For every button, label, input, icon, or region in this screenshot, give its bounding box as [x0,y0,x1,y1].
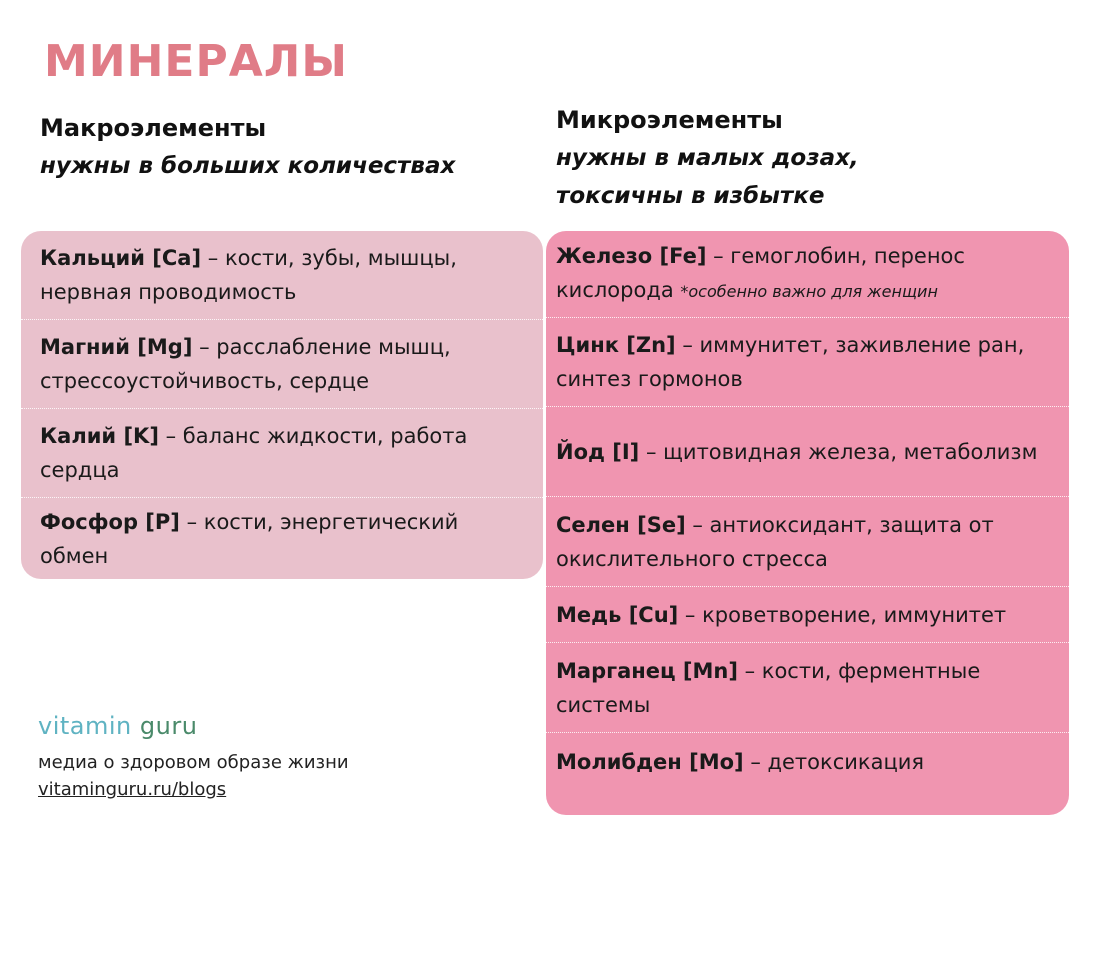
page-title: МИНЕРАЛЫ [44,36,348,87]
brand-tagline: медиа о здоровом образе жизни [38,752,349,773]
micro-item-copper [546,587,1069,643]
micro-item-name: Йод [I] [556,439,640,464]
macro-item-name: Кальций [Ca] [40,246,202,270]
micro-item-zinc [546,318,1069,407]
macro-item-calcium [21,231,543,320]
micro-item-desc: – щитовидная железа, метаболизм [639,439,1038,464]
micro-item-iodine [546,407,1069,497]
micro-item-note: *особенно важно для женщин [680,282,938,301]
micro-item-name: Молибден [Mo] [556,750,744,774]
micro-item-iron [546,231,1069,318]
micro-item-selenium [546,497,1069,587]
micro-heading-block [556,101,859,215]
macro-card [21,231,543,579]
macro-item-desc: – кости, зубы, мышцы, нервная проводимость [40,246,457,304]
micro-item-name: Селен [Se] [556,512,686,537]
micro-card [546,231,1069,815]
micro-item-desc: – антиоксидант, защита от окислительного стресса [556,512,994,571]
micro-item-desc: – детоксикация [743,750,925,774]
micro-item-name: Железо [Fe] [556,244,707,268]
micro-subheading-line1: нужны в малых дозах, [556,145,859,171]
micro-item-desc: – гемоглобин, перенос кислорода [556,244,965,302]
micro-item-desc: – иммунитет, заживление ран, синтез гормонов [556,333,1025,391]
macro-item-name: Магний [Mg] [40,335,193,359]
macro-item-desc: – кости, энергетический обмен [40,509,459,568]
micro-item-name: Цинк [Zn] [556,333,676,357]
macro-item-phosphorus [21,498,543,579]
site-link[interactable]: vitaminguru.ru/blogs [38,779,227,800]
macro-subheading: нужны в больших количествах [40,153,456,179]
micro-item-molybdenum [546,733,1069,791]
micro-item-name: Медь [Cu] [556,602,679,627]
micro-item-name: Марганец [Mn] [556,658,738,683]
brand-logo-part1: vitamin [38,712,132,740]
micro-item-desc: – кости, ферментные системы [556,658,981,717]
macro-heading: Макроэлементы [40,114,267,142]
macro-heading-block [40,109,455,185]
macro-item-magnesium [21,320,543,409]
macro-item-desc: – баланс жидкости, работа сердца [40,424,468,482]
micro-item-manganese [546,643,1069,733]
macro-item-name: Фосфор [P] [40,509,180,534]
macro-item-desc: – расслабление мышц, стрессоустойчивость, сердце [40,335,451,393]
macro-item-potassium [21,409,543,498]
macro-item-name: Калий [K] [40,424,159,448]
micro-item-desc: – кроветворение, иммунитет [678,602,1007,627]
brand-logo [38,712,197,740]
brand-logo-part2: guru [131,712,198,740]
micro-subheading-line2: токсичны в избытке [556,183,825,209]
micro-heading: Микроэлементы [556,106,783,134]
